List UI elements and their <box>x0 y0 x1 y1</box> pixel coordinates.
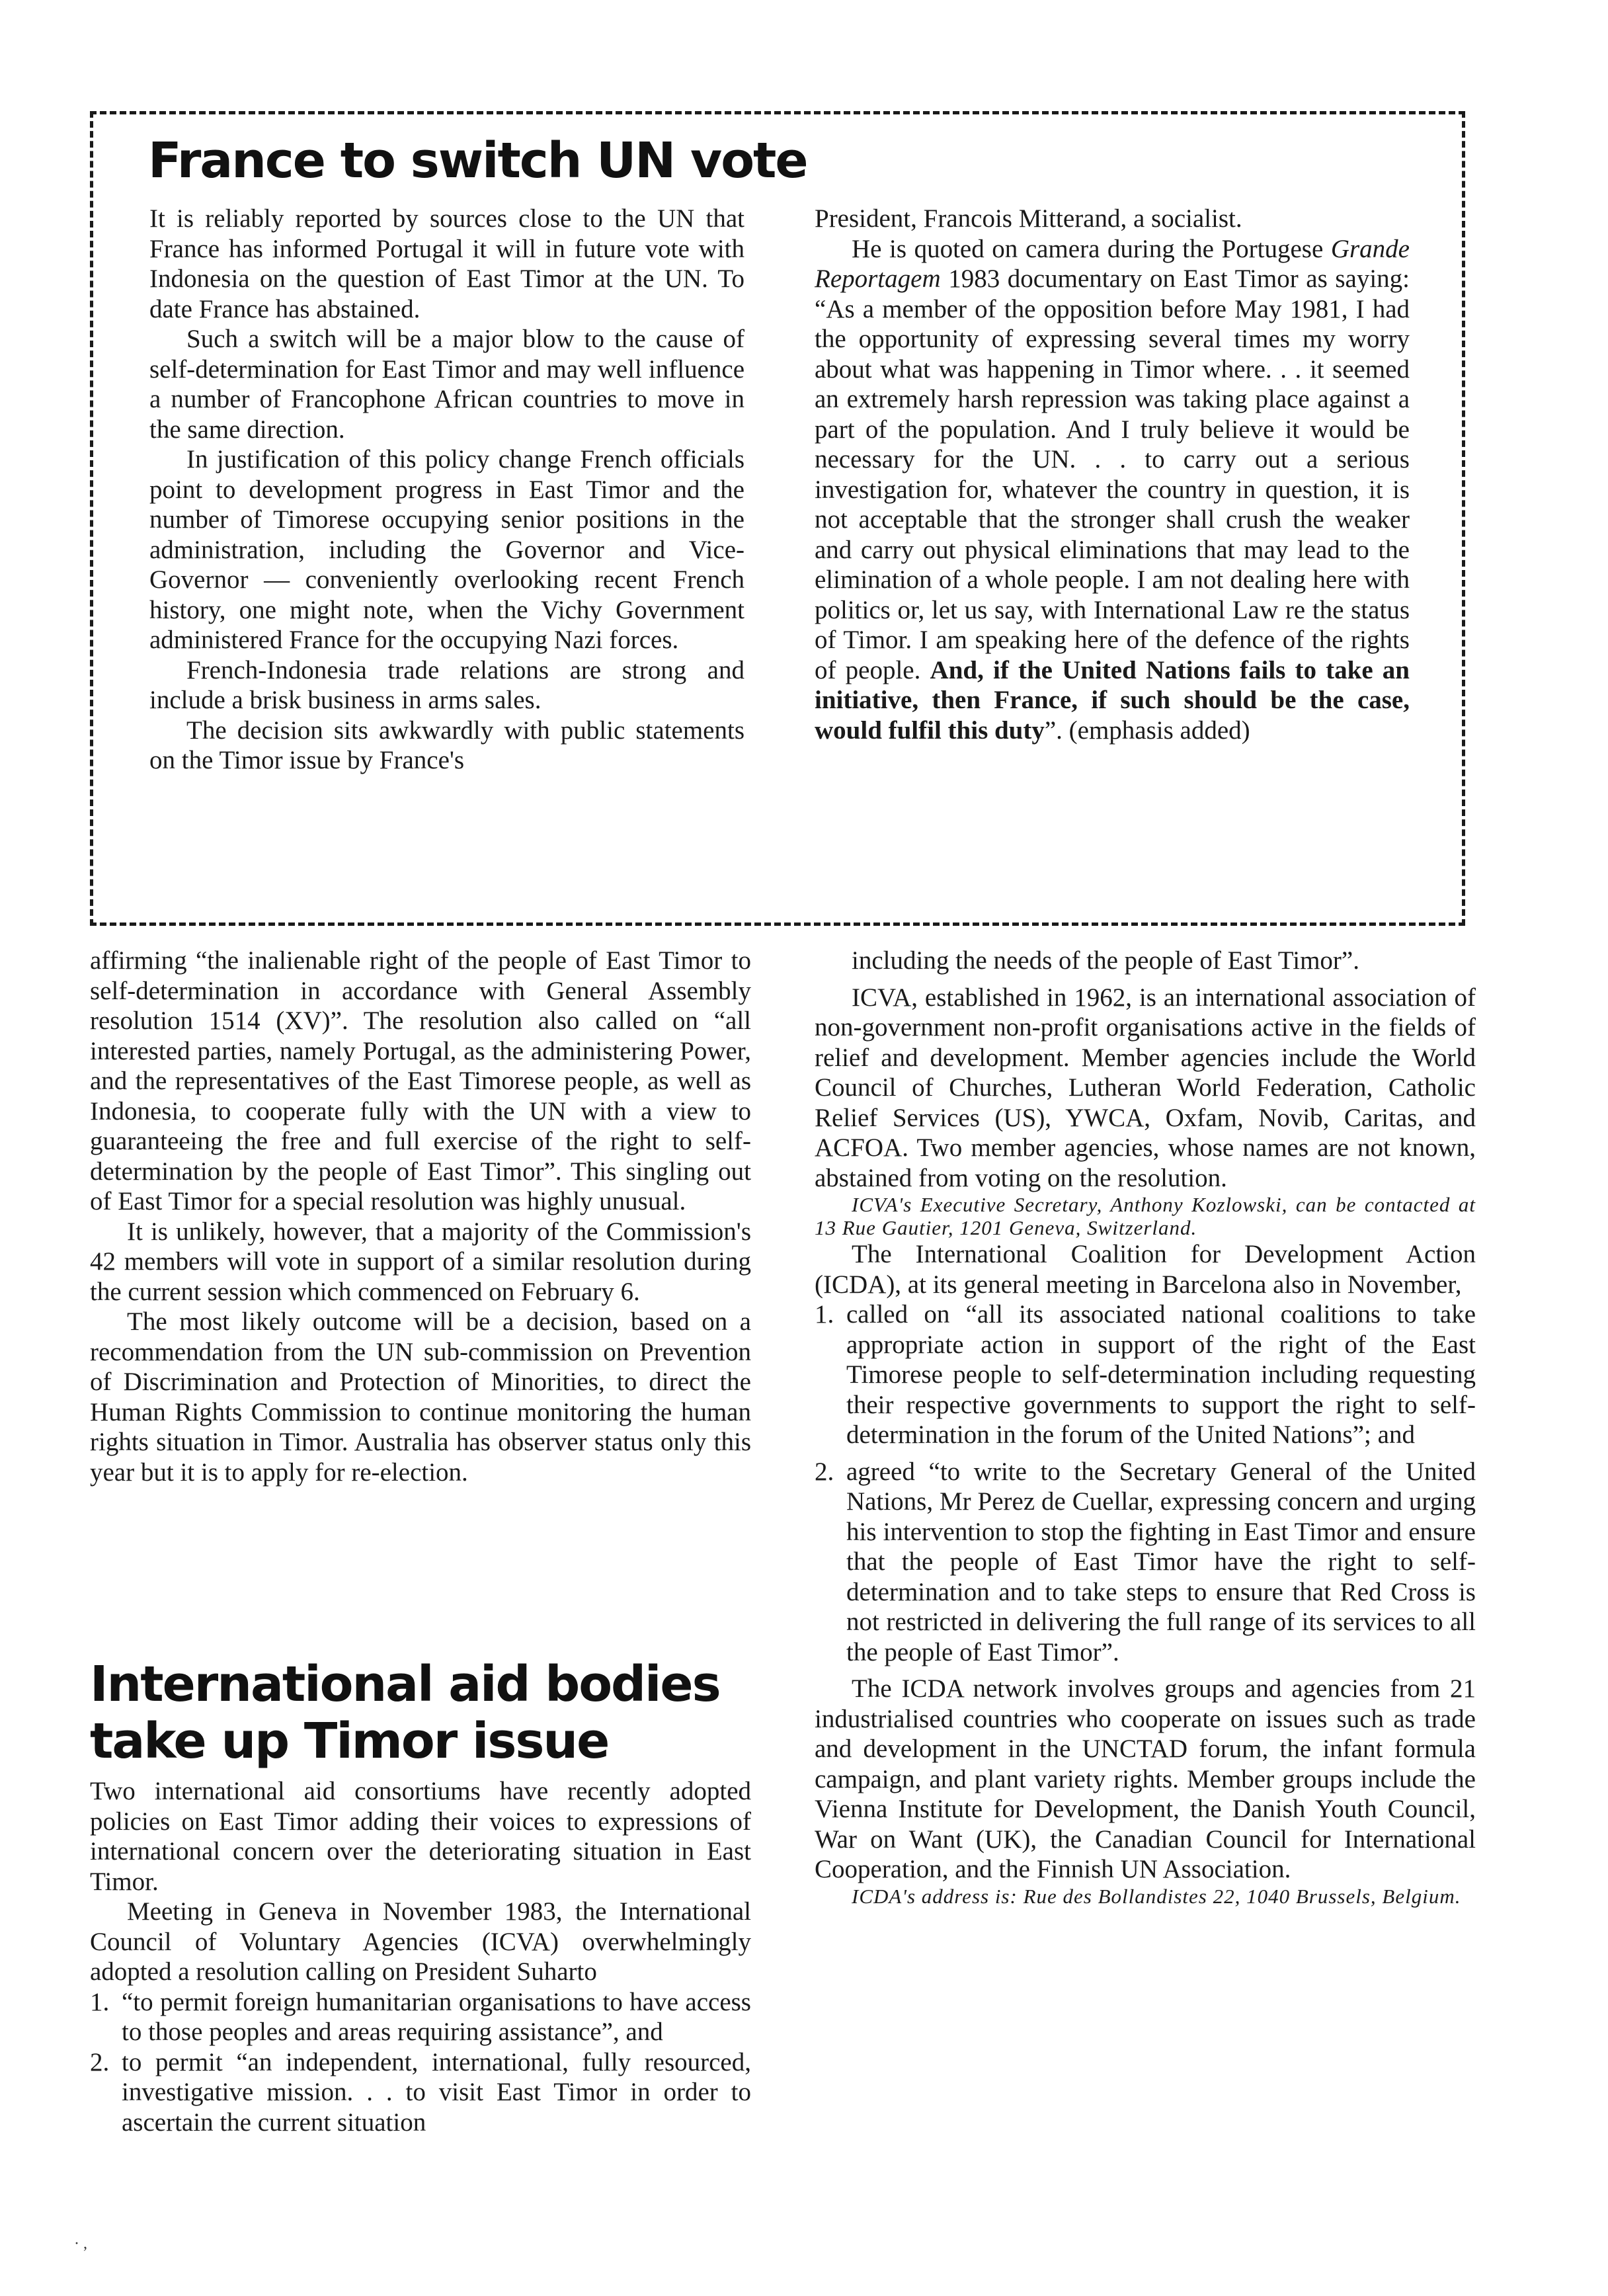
emphasis-text: And, if the United Nations fails to take an initiative, then France, if such should be the case, would fulfil this duty <box>815 655 1410 745</box>
article2-right-column <box>815 946 1476 1908</box>
paragraph: including the needs of the people of East Timor”. <box>852 946 1359 975</box>
icda-resolution-list <box>815 1299 1476 1667</box>
list-item: 2. to permit “an independent, international, fully resourced, investigative mission. . . to visit East Timor in order to ascertain the current situation <box>90 2047 751 2137</box>
paragraph: ICVA, established in 1962, is an international association of non-government non-profit organisations active in the fields of relief and development. Member agencies include the World Council of Churches, Lutheran World Federation, Catholic Relief Services (US), YWCA, Oxfam, Novib, Caritas, and ACFOA. Two member agencies, whose names are not known, abstained from voting on the resolution. <box>815 983 1476 1192</box>
article-title-france: France to switch UN vote <box>148 132 807 189</box>
list-item: 1. called on “all its associated national coalitions to take appropriate action in support of the right of the East Timorese people to self-determination including requesting their respective governments to support the right to self-determination in the forum of the United Nations”; and <box>815 1300 1476 1449</box>
list-item: 2. agreed “to write to the Secretary General of the United Nations, Mr Perez de Cuellar, expressing concern and urging his intervention to stop the fighting in East Timor and ensure that the people of East Timor have the right to self-determination and to take steps to ensure that Red Cross is not restricted in delivering the full range of its services to all the people of East Timor”. <box>815 1457 1476 1666</box>
list-item: 1. “to permit foreign humanitarian organisations to have access to those peoples and areas requiring assistance”, and <box>90 1987 751 2046</box>
quote-paragraph <box>815 234 1410 746</box>
paragraph: The decision sits awkwardly with public statements on the Timor issue by France's <box>149 716 744 774</box>
title-line: International aid bodies <box>90 1656 720 1713</box>
icda-address-caption: ICDA's address is: Rue des Bollandistes 22, 1040 Brussels, Belgium. <box>852 1884 1461 1908</box>
paragraph: In justification of this policy change French officials point to development progress in East Timor and the number of Timorese occupying senior positions in the administration, including the Governor and Vice-Governor — conveniently overlooking recent French history, one might note, when the Vichy Government administered France for the occupying Nazi forces. <box>149 445 744 654</box>
box-right-column <box>815 204 1410 745</box>
paragraph: President, Francois Mitterand, a socialist. <box>815 204 1242 233</box>
icva-contact-caption: ICVA's Executive Secretary, Anthony Kozlowski, can be contacted at 13 Rue Gautier, 1201 Geneva, Switzerland. <box>815 1193 1476 1239</box>
title-line: take up Timor issue <box>90 1713 609 1770</box>
paragraph: The International Coalition for Development Action (ICDA), at its general meeting in Barcelona also in November, <box>815 1240 1476 1299</box>
text: 1983 documentary on East Timor as saying: “As a member of the opposition before May 1981, I had the opportunity of expressing several times my worry about what was happening in Timor where. . . it seemed an extremely harsh repression was taking place against a part of the population. And I truly believe it would be necessary for the UN. . . to carry out a serious investigation for, whatever the country in question, it is not acceptable that the stronger shall crush the weaker and carry out physical eliminations that may lead to the elimination of a whole people. I am not dealing here with politics or, let us say, with International Law re the status of Timor. I am speaking here of the defence of the rights of people. <box>815 265 1410 684</box>
box-left-column <box>149 204 744 776</box>
text: He is quoted on camera during the Portugese <box>852 234 1324 263</box>
article2-left-column <box>90 1776 751 2137</box>
paragraph: It is unlikely, however, that a majority of the Commission's 42 members will vote in support of a similar resolution during the current session which commenced on February 6. <box>90 1217 751 1306</box>
paragraph: The most likely outcome will be a decision, based on a recommendation from the UN sub-commission on Prevention of Discrimination and Protection of Minorities, to direct the Human Rights Commission to continue monitoring the human rights situation in Timor. Australia has observer status only this year but it is to apply for re-election. <box>90 1307 751 1487</box>
paragraph: French-Indonesia trade relations are strong and include a brisk business in arms sales. <box>149 655 744 714</box>
page-mark: · , <box>74 2235 87 2252</box>
paragraph: Such a switch will be a major blow to the cause of self-determination for East Timor and may well influence a number of Francophone African countries to move in the same direction. <box>149 325 744 444</box>
paragraph: It is reliably reported by sources close to the UN that France has informed Portugal it will in future vote with Indonesia on the question of East Timor at the UN. To date France has abstained. <box>149 204 744 323</box>
continuation-column <box>90 946 751 1487</box>
paragraph: affirming “the inalienable right of the people of East Timor to self-determination in accordance with General Assembly resolution 1514 (XV)”. The resolution also called on “all interested parties, namely Portugal, as the administering Power, and the representatives of the East Timorese people, as well as Indonesia, to cooperate fully with the UN with a view to guaranteeing the free and full exercise of the right to self-determination by the people of East Timor”. This singling out of East Timor for a special resolution was highly unusual. <box>90 946 751 1215</box>
article-title-aid-bodies <box>90 1656 720 1770</box>
documentary-title: Grande Reportagem <box>815 234 1410 293</box>
paragraph: The ICDA network involves groups and agencies from 21 industrialised countries who cooperate on issues such as trade and development in the UNCTAD forum, the infant formula campaign, and plant variety rights. Member groups include the Vienna Institute for Development, the Danish Youth Council, War on Want (UK), the Canadian Council for International Cooperation, and the Finnish UN Association. <box>815 1674 1476 1883</box>
text: ”. (emphasis added) <box>1044 716 1250 745</box>
icva-resolution-list <box>90 1987 751 2138</box>
paragraph: Two international aid consortiums have recently adopted policies on East Timor adding their voices to expressions of international concern over the deteriorating situation in East Timor. <box>90 1777 751 1896</box>
paragraph: Meeting in Geneva in November 1983, the International Council of Voluntary Agencies (ICVA) overwhelmingly adopted a resolution calling on President Suharto <box>90 1897 751 1986</box>
